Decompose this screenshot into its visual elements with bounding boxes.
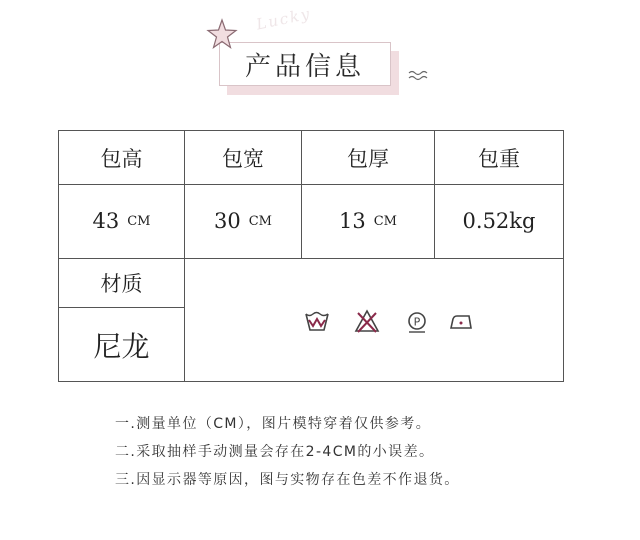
table-value-row [59,184,563,259]
value-number: 13 [339,209,366,233]
do-not-bleach-icon [353,308,381,334]
iron-icon [447,308,475,334]
page-title: 产品信息 [244,51,365,82]
notes-list [115,410,575,494]
product-info-table [58,130,564,382]
note-item: 二.采取抽样手动测量会存在2-4CM的小误差。 [115,444,435,460]
care-instructions [185,259,563,381]
material-label: 材质 [100,272,143,296]
material-value-cell [59,308,185,381]
wave-icon [408,69,430,83]
value-cell-thickness [302,184,435,258]
title-banner [219,42,391,86]
value-unit: CM [373,213,397,229]
table-header-row [59,131,563,185]
value-unit: CM [248,213,272,229]
header-cell-width [185,131,302,184]
material-label-cell [59,259,185,308]
header-label: 包高 [100,146,143,171]
header-cell-thickness [302,131,435,184]
header-cell-weight [435,131,563,184]
hand-wash-icon [303,308,331,334]
header-label: 包宽 [222,146,264,171]
header-label: 包厚 [347,146,389,171]
header-cell-height [59,131,185,184]
value-number: 0.52kg [462,209,536,233]
value-cell-weight [435,184,563,258]
header-label: 包重 [478,146,520,171]
dry-clean-p-icon [403,308,431,334]
value-cell-width [185,184,302,258]
value-number: 43 [92,209,120,233]
watermark-text: Lucky [254,4,313,34]
star-icon [206,18,238,50]
svg-text:P: P [413,315,421,329]
material-value: 尼龙 [93,329,150,363]
value-unit: CM [127,213,151,229]
note-item: 一.测量单位（CM），图片模特穿着仅供参考。 [115,416,432,432]
note-item: 三.因显示器等原因，图与实物存在色差不作退货。 [115,472,460,488]
value-number: 30 [214,209,241,233]
value-cell-height [59,184,185,258]
